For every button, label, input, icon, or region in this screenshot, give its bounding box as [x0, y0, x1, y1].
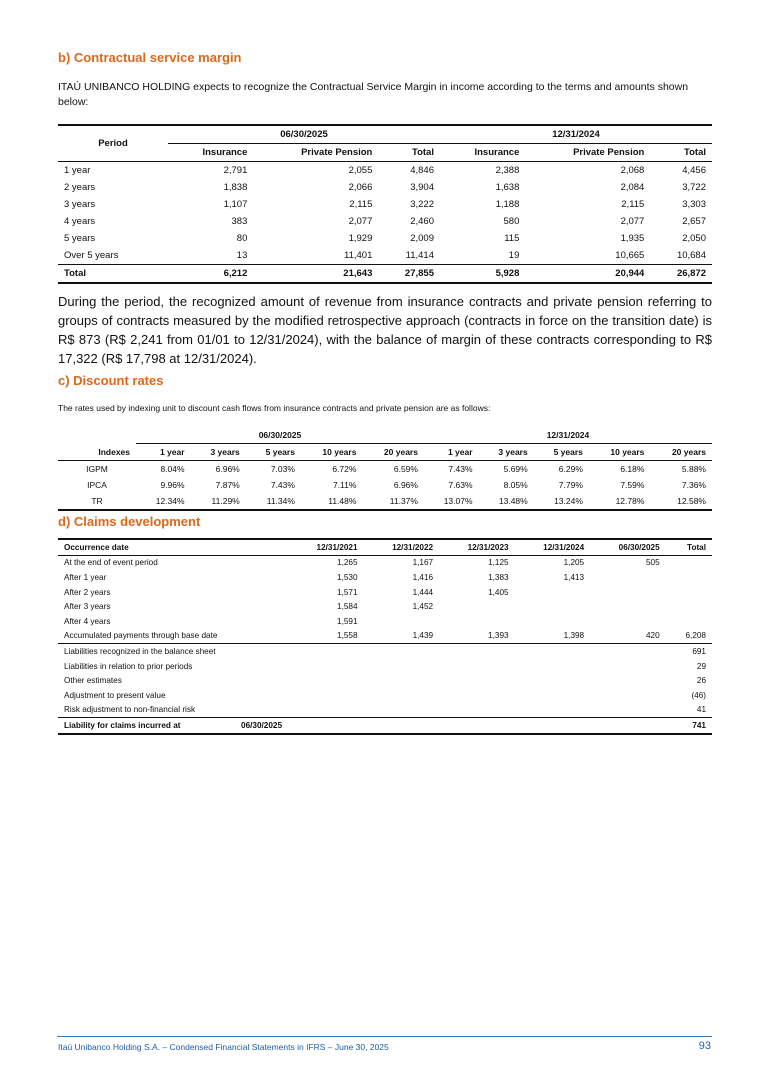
- total-row: [58, 265, 712, 284]
- cell: Over 5 years: [64, 250, 119, 261]
- cell: 1,638: [495, 182, 520, 193]
- section-c-heading: c) Discount rates: [58, 373, 164, 388]
- cell: 26: [696, 676, 706, 686]
- cell: 1,444: [412, 587, 434, 597]
- col-header: 3 years: [191, 444, 246, 461]
- cell: 7.43%: [270, 480, 295, 490]
- cell: 27,855: [378, 265, 440, 284]
- cell: 2,084: [620, 182, 645, 193]
- cell: 2,009: [410, 233, 434, 244]
- cell: 1,383: [488, 572, 509, 582]
- col-header: Total: [666, 539, 712, 555]
- table-row: [58, 599, 712, 614]
- claims-development-table: [58, 538, 712, 735]
- col-header: Private Pension: [301, 147, 373, 158]
- cell: 2,115: [621, 199, 645, 210]
- cell: 6.96%: [215, 464, 240, 474]
- cell: [590, 599, 666, 614]
- cell: 13.48%: [479, 493, 534, 510]
- cell: (46): [691, 690, 706, 700]
- cell: 9.96%: [160, 480, 185, 490]
- cell: 1,413: [563, 572, 585, 582]
- cell: 1,125: [488, 558, 509, 568]
- table-row: [58, 477, 712, 493]
- cell: 1,393: [488, 631, 509, 641]
- cell: Liabilities in relation to prior periods: [64, 661, 193, 671]
- cell: [666, 570, 712, 585]
- col-header: 1 year: [424, 444, 479, 461]
- table-row: [58, 230, 712, 247]
- cell: [666, 599, 712, 614]
- cell: 12.58%: [650, 493, 712, 510]
- cell: 2,055: [253, 162, 378, 180]
- cell: 1 year: [58, 162, 168, 180]
- table-row: [58, 196, 712, 213]
- col-header: 10 years: [301, 444, 363, 461]
- cell: IGPM: [86, 464, 108, 474]
- table-row: [58, 644, 712, 659]
- table-row: [58, 570, 712, 585]
- cell: 11,414: [405, 250, 434, 261]
- cell: 1,935: [620, 233, 645, 244]
- cell: 7.43%: [448, 464, 473, 474]
- cell: 5.88%: [681, 464, 706, 474]
- indexes-header: Indexes: [58, 444, 136, 461]
- cell: 20,944: [525, 265, 650, 284]
- table-row: [58, 461, 712, 478]
- cell: 2,791: [168, 162, 253, 180]
- date1-header: 06/30/2025: [136, 427, 424, 444]
- section-d-heading: d) Claims development: [58, 514, 201, 529]
- cell: 7.63%: [448, 480, 473, 490]
- cell: 2,050: [682, 233, 706, 244]
- final-label: Liability for claims incurred at: [64, 720, 181, 730]
- cell: 19: [508, 250, 520, 261]
- date2-header: 12/31/2024: [440, 125, 712, 144]
- cell: TR: [58, 493, 136, 510]
- col-header: Insurance: [202, 147, 248, 158]
- date1-header: 06/30/2025: [168, 125, 440, 144]
- cell: 1,416: [412, 572, 434, 582]
- cell: 1,530: [337, 572, 358, 582]
- section-c-intro: The rates used by indexing unit to discount cash flows from insurance contracts and private pension are as follows:: [58, 403, 491, 413]
- cell: 420: [645, 631, 660, 641]
- cell: 5,928: [440, 265, 525, 284]
- cell: 580: [503, 216, 520, 227]
- col-header: 5 years: [534, 444, 589, 461]
- cell: 4,846: [378, 162, 440, 180]
- table-row: [58, 585, 712, 600]
- cell: 7.59%: [620, 480, 645, 490]
- cell: 6.72%: [332, 464, 357, 474]
- cell: [58, 718, 288, 734]
- cell: 5.69%: [503, 464, 528, 474]
- table-row: [58, 688, 712, 703]
- cell: 7.11%: [332, 480, 357, 490]
- cell: 1,107: [223, 199, 248, 210]
- cell: 80: [236, 233, 248, 244]
- cell: 3,303: [682, 199, 706, 210]
- table-row: [58, 493, 712, 510]
- col-header: Insurance: [474, 147, 520, 158]
- cell: 741: [666, 718, 712, 734]
- cell: 1,405: [488, 587, 509, 597]
- table-row: [58, 162, 712, 180]
- cell: 1,571: [337, 587, 358, 597]
- cell: 691: [666, 644, 712, 659]
- cell: 3,722: [682, 182, 706, 193]
- cell: [364, 614, 440, 629]
- footer-text: Itaú Unibanco Holding S.A. – Condensed Financial Statements in IFRS – June 30, 2025: [58, 1042, 389, 1052]
- cell: 1,265: [337, 558, 358, 568]
- cell: 1,584: [337, 602, 358, 612]
- cell: IPCA: [87, 480, 107, 490]
- cell: 1,439: [412, 631, 434, 641]
- cell: 7.03%: [270, 464, 295, 474]
- cell: 6,208: [685, 631, 706, 641]
- cell: [439, 614, 515, 629]
- cell: Total: [58, 265, 168, 284]
- footer-divider: [57, 1036, 712, 1037]
- cell: 1,558: [337, 631, 358, 641]
- cell: 41: [696, 705, 706, 715]
- cell: 12.78%: [589, 493, 651, 510]
- section-b-paragraph: During the period, the recognized amount of revenue from insurance contracts and private pension referring to groups of contracts measured by the modified retrospective approach (contracts in force on the transition date) is R$ 873 (R$ 2,241 from 01/01 to 12/31/2024), with the balance of margin of these contracts corresponding to R$ 17,322 (R$ 17,798 at 12/31/2024).: [58, 294, 712, 366]
- cell: 1,398: [563, 631, 585, 641]
- cell: 5 years: [64, 233, 96, 244]
- cell: Adjustment to present value: [64, 690, 166, 700]
- cell: 115: [504, 233, 520, 244]
- cell: After 1 year: [64, 572, 107, 582]
- cell: After 4 years: [64, 616, 111, 626]
- col-header: 12/31/2024: [515, 539, 591, 555]
- col-header: Total: [411, 147, 434, 158]
- col-header: 06/30/2025: [590, 539, 666, 555]
- cell: 2,068: [525, 162, 650, 180]
- date2-header: 12/31/2024: [424, 427, 712, 444]
- col-header: 12/31/2021: [288, 539, 364, 555]
- cell: [439, 599, 515, 614]
- cell: 1,188: [495, 199, 520, 210]
- period-header: Period: [58, 125, 168, 162]
- cell: 7.79%: [558, 480, 583, 490]
- col-header: 12/31/2023: [439, 539, 515, 555]
- table-row: [58, 555, 712, 570]
- cell: 1,929: [348, 233, 373, 244]
- cell: 2,460: [410, 216, 434, 227]
- cell: [590, 614, 666, 629]
- section-b-intro: ITAÚ UNIBANCO HOLDING expects to recognize the Contractual Service Margin in income according to the terms and amounts shown below:: [58, 81, 689, 108]
- table-row: [58, 614, 712, 629]
- discount-rates-table: [58, 427, 712, 511]
- cell: 13.07%: [424, 493, 479, 510]
- cell: 2,388: [440, 162, 525, 180]
- cell: 6.96%: [393, 480, 418, 490]
- table-row: [58, 673, 712, 688]
- cell: 11.37%: [362, 493, 424, 510]
- cell: 4,456: [650, 162, 712, 180]
- cell: 383: [231, 216, 248, 227]
- cell: 3,222: [410, 199, 434, 210]
- table-row: [58, 247, 712, 265]
- cell: Risk adjustment to non-financial risk: [64, 705, 196, 715]
- section-b-heading: b) Contractual service margin: [58, 50, 242, 65]
- cell: 1,591: [337, 616, 358, 626]
- cell: 13: [236, 250, 248, 261]
- cell: 29: [696, 661, 706, 671]
- cell: 3 years: [64, 199, 96, 210]
- csm-table: [58, 124, 712, 284]
- col-header: 10 years: [589, 444, 651, 461]
- cell: 6.29%: [558, 464, 583, 474]
- table-row: [58, 213, 712, 230]
- cell: 6,212: [168, 265, 253, 284]
- cell: 2,077: [620, 216, 645, 227]
- cell: [666, 614, 712, 629]
- cell: 505: [645, 558, 660, 568]
- cell: 26,872: [650, 265, 712, 284]
- cell: 13.24%: [534, 493, 589, 510]
- cell: [515, 585, 591, 600]
- cell: 2 years: [64, 182, 96, 193]
- col-header: 12/31/2022: [364, 539, 440, 555]
- cell: 2,066: [348, 182, 373, 193]
- cell: 2,115: [349, 199, 373, 210]
- cell: 2,657: [682, 216, 706, 227]
- col-header: Occurrence date: [58, 539, 288, 555]
- col-header: Total: [684, 147, 706, 158]
- cell: 11,401: [344, 250, 373, 261]
- cell: [515, 614, 591, 629]
- cell: [590, 585, 666, 600]
- cell: [515, 599, 591, 614]
- final-date: 06/30/2025: [241, 720, 282, 730]
- cell: 11.48%: [301, 493, 363, 510]
- cell: 1,167: [412, 558, 434, 568]
- table-row: [58, 703, 712, 718]
- cell: 1,205: [563, 558, 585, 568]
- cell: 11.34%: [246, 493, 301, 510]
- cell: 4 years: [64, 216, 96, 227]
- cell: Liabilities recognized in the balance sheet: [58, 644, 666, 659]
- cell: 7.87%: [215, 480, 240, 490]
- final-row: [58, 718, 712, 734]
- cell: After 2 years: [64, 587, 111, 597]
- cell: 3,904: [410, 182, 434, 193]
- col-header: Private Pension: [573, 147, 645, 158]
- cell: 8.04%: [160, 464, 185, 474]
- col-header: 20 years: [362, 444, 424, 461]
- table-row: [58, 659, 712, 674]
- cell: 11.29%: [191, 493, 246, 510]
- cell: 12.34%: [136, 493, 191, 510]
- col-header: 1 year: [136, 444, 191, 461]
- cell: 6.18%: [620, 464, 645, 474]
- cell: Accumulated payments through base date: [64, 631, 218, 641]
- cell: 21,643: [253, 265, 378, 284]
- cell: [666, 585, 712, 600]
- col-header: 20 years: [650, 444, 712, 461]
- cell: [666, 555, 712, 570]
- cell: Other estimates: [64, 676, 122, 686]
- table-row: [58, 629, 712, 644]
- cell: 1,452: [412, 602, 434, 612]
- cell: 10,665: [615, 250, 645, 261]
- col-header: 3 years: [479, 444, 534, 461]
- cell: 2,077: [348, 216, 373, 227]
- cell: [590, 570, 666, 585]
- page-number: 93: [698, 1040, 711, 1052]
- cell: 7.36%: [681, 480, 706, 490]
- cell: 6.59%: [393, 464, 418, 474]
- col-header: 5 years: [246, 444, 301, 461]
- cell: 1,838: [223, 182, 248, 193]
- cell: 10,684: [676, 250, 706, 261]
- cell: 8.05%: [503, 480, 528, 490]
- cell: After 3 years: [64, 602, 111, 612]
- cell: At the end of event period: [64, 558, 158, 568]
- table-row: [58, 179, 712, 196]
